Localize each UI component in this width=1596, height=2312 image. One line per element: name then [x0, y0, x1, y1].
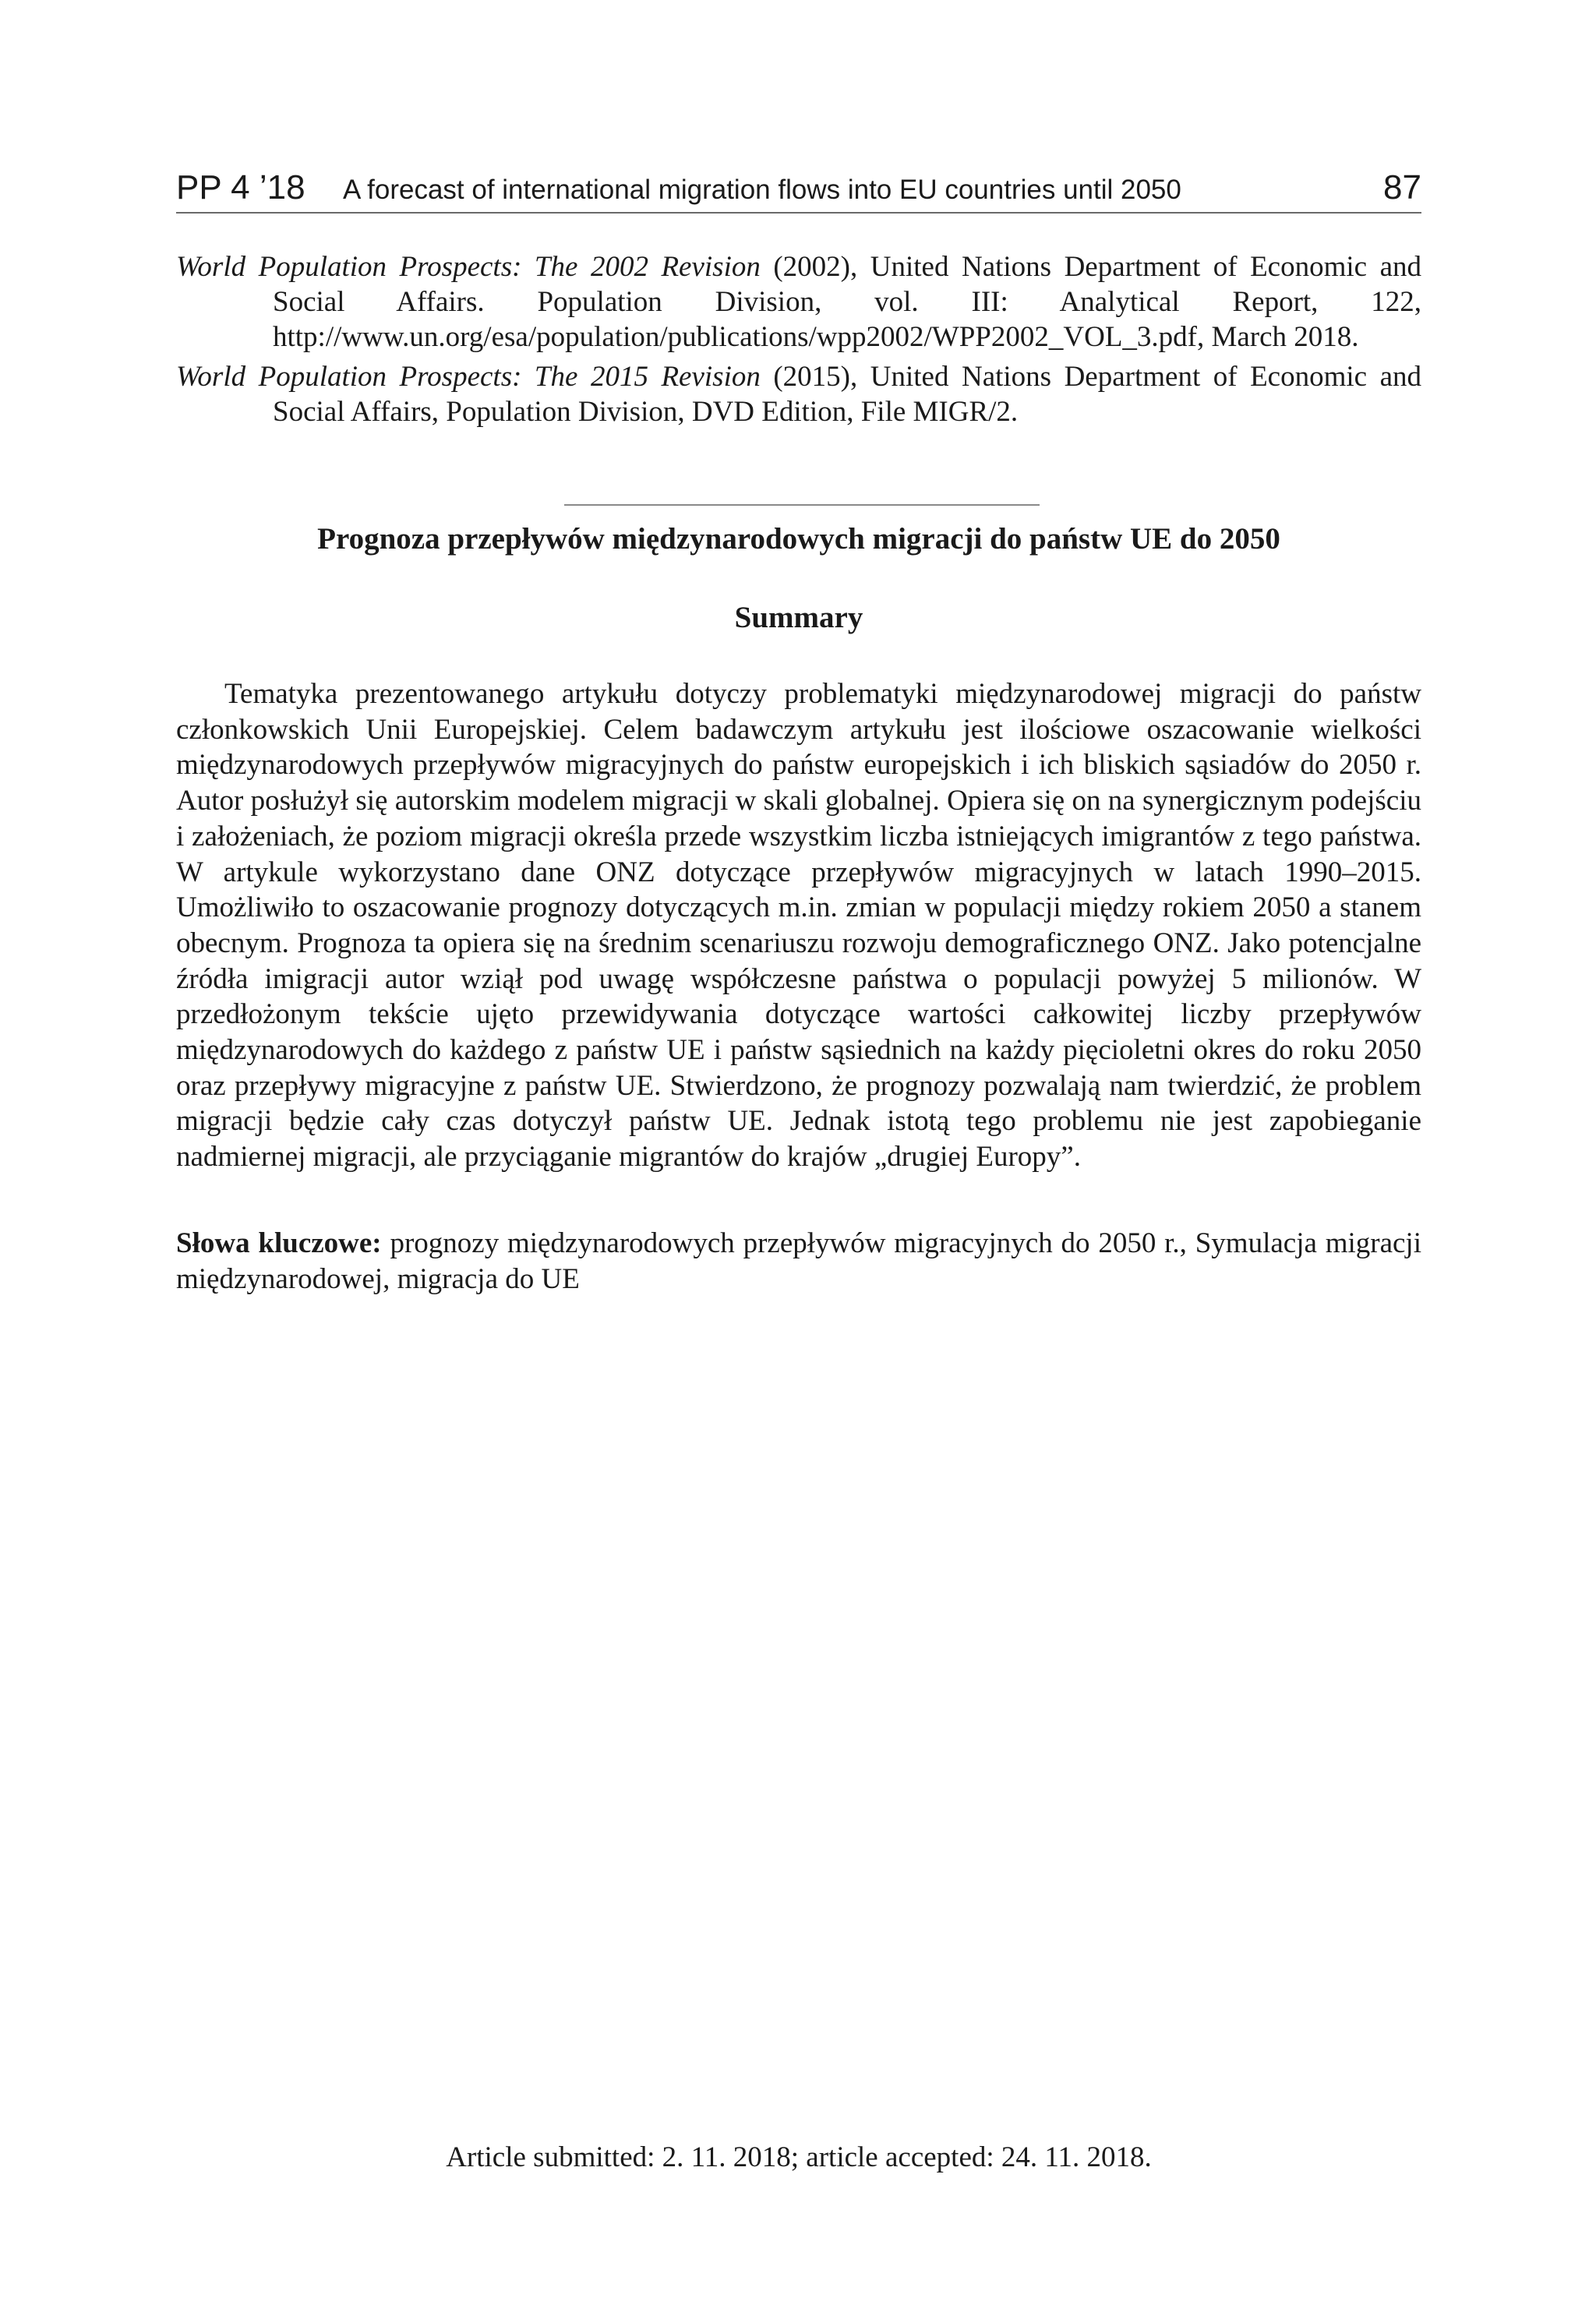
running-head — [176, 165, 1421, 214]
summary-title: Prognoza przepływów międzynarodowych migracji do państw UE do 2050 — [317, 522, 1280, 556]
reference-list — [176, 249, 1421, 434]
keywords-label: Słowa kluczowe: — [176, 1227, 382, 1259]
reference-title: World Population Prospects: The 2015 Revision — [176, 361, 761, 393]
reference-item — [176, 249, 1421, 355]
keywords — [176, 1226, 1421, 1297]
submission-note: Article submitted: 2. 11. 2018; article accepted: 24. 11. 2018. — [446, 2141, 1152, 2173]
reference-title: World Population Prospects: The 2002 Revision — [176, 251, 761, 283]
keywords-text: prognozy międzynarodowych przepływów migracyjnych do 2050 r., Symulacja migracji międzynarodowej, migracja do UE — [176, 1227, 1421, 1295]
reference-details: (2015), United Nations Department of Economic and Social Affairs, Population Division, DVD Edition, File MIGR/2. — [273, 361, 1421, 428]
running-title: A forecast of international migration flows into EU countries until 2050 — [343, 175, 1181, 205]
section-divider — [564, 504, 1040, 506]
summary-heading: Summary — [734, 601, 863, 634]
reference-details: (2002), United Nations Department of Economic and Social Affairs. Population Division, vol. III: Analytical Report, 122, http://www.un.org/esa/population/publications/wpp2002/WPP2002_VOL_3.pdf, March 2018. — [273, 251, 1421, 353]
reference-item — [176, 359, 1421, 429]
page-number: 87 — [1383, 168, 1421, 206]
abstract-paragraph: Tematyka prezentowanego artykułu dotyczy problematyki międzynarodowej migracji do państw członkowskich Unii Europejskiej. Celem badawczym artykułu jest ilościowe oszacowanie wielkości międzynarodowych przepływów migracyjnych do państw europejskich i ich bliskich sąsiadów do 2050 r. Autor posłużył się autorskim modelem migracji w skali globalnej. Opiera się on na synergicznym podejściu i założeniach, że poziom migracji określa przede wszystkim liczba istniejących imigrantów z tego państwa. W artykule wykorzystano dane ONZ dotyczące przepływów migracyjnych w latach 1990–2015. Umożliwiło to oszacowanie prognozy dotyczących m.in. zmian w populacji między rokiem 2050 a stanem obecnym. Prognoza ta opiera się na średnim scenariuszu rozwoju demograficznego ONZ. Jako potencjalne źródła imigracji autor wziął pod uwagę współczesne państwa o populacji powyżej 5 milionów. W przedłożonym tekście ujęto przewidywania dotyczące wartości całkowitej liczby przepływów międzynarodowych do każdego z państw UE i państw sąsiednich na każdy pięcioletni okres do roku 2050 oraz przepływy migracyjne z państw UE. Stwierdzono, że prognozy pozwalają nam twierdzić, że problem migracji będzie cały czas dotyczył państw UE. Jednak istotą tego problemu nie jest zapobieganie nadmiernej migracji, ale przyciąganie migrantów do krajów „drugiej Europy”. — [176, 678, 1421, 1174]
journal-issue: PP 4 ’18 — [176, 168, 305, 206]
